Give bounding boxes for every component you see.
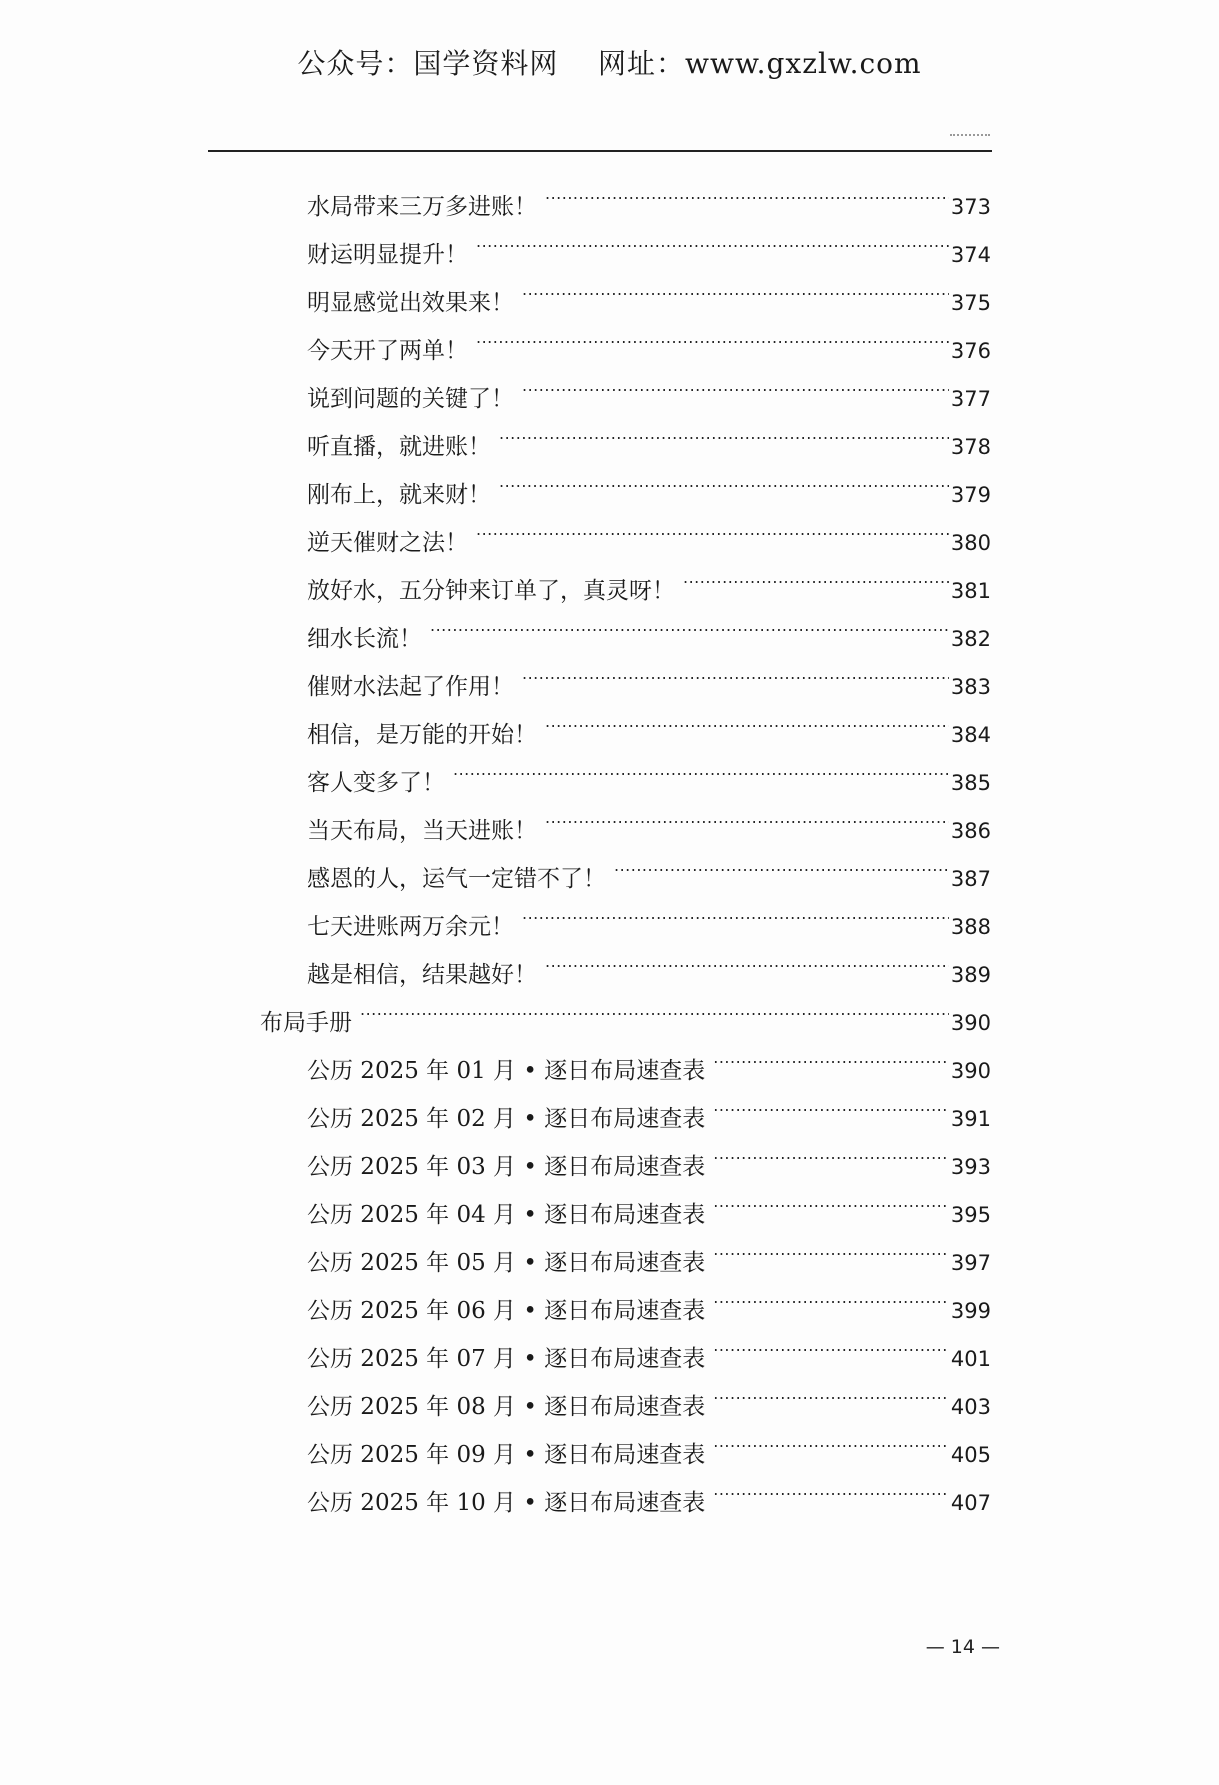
toc-leader-dots bbox=[713, 1330, 949, 1366]
toc-entry[interactable] bbox=[307, 514, 991, 556]
toc-leader-dots bbox=[430, 610, 949, 646]
toc-entry[interactable] bbox=[307, 1186, 991, 1228]
toc-entry-title: 公历 2025 年 02 月 • 逐日布局速查表 bbox=[307, 1106, 706, 1132]
toc-entry-title: 客人变多了！ bbox=[307, 770, 445, 796]
toc-entry-page: 391 bbox=[950, 1107, 991, 1131]
toc-entry-page: 390 bbox=[950, 1059, 991, 1083]
toc-leader-dots bbox=[713, 1282, 949, 1318]
toc-entry-page: 382 bbox=[950, 627, 991, 651]
toc-entry[interactable] bbox=[307, 1138, 991, 1180]
toc-leader-dots bbox=[713, 1474, 949, 1510]
toc-entry-title: 催财水法起了作用！ bbox=[307, 674, 514, 700]
toc-leader-dots bbox=[453, 754, 949, 790]
toc-entry[interactable] bbox=[307, 802, 991, 844]
toc-leader-dots bbox=[545, 706, 949, 742]
toc-entry-title: 感恩的人，运气一定错不了！ bbox=[307, 866, 606, 892]
toc-leader-dots bbox=[499, 418, 949, 454]
toc-entry[interactable] bbox=[307, 1090, 991, 1132]
toc-entry-title: 公历 2025 年 07 月 • 逐日布局速查表 bbox=[307, 1346, 706, 1372]
toc-entry-page: 401 bbox=[950, 1347, 991, 1371]
toc-leader-dots bbox=[713, 1234, 949, 1270]
toc-entry-page: 397 bbox=[950, 1251, 991, 1275]
toc-entry-title: 细水长流！ bbox=[307, 626, 422, 652]
toc-entry-page: 386 bbox=[950, 819, 991, 843]
toc-entry[interactable] bbox=[307, 898, 991, 940]
toc-entry-title: 公历 2025 年 01 月 • 逐日布局速查表 bbox=[307, 1058, 706, 1084]
toc-entry-page: 403 bbox=[950, 1395, 991, 1419]
toc-entry-title: 公历 2025 年 05 月 • 逐日布局速查表 bbox=[307, 1250, 706, 1276]
toc-entry-page: 384 bbox=[950, 723, 991, 747]
toc-entry-title: 水局带来三万多进账！ bbox=[307, 194, 537, 220]
toc-leader-dots bbox=[545, 178, 949, 214]
toc-entry-page: 379 bbox=[950, 483, 991, 507]
toc-leader-dots bbox=[545, 802, 949, 838]
toc-entry-page: 377 bbox=[950, 387, 991, 411]
toc-entry[interactable] bbox=[307, 562, 991, 604]
toc-entry-page: 390 bbox=[950, 1011, 991, 1035]
toc-entry[interactable] bbox=[307, 370, 991, 412]
toc-entry-title: 公历 2025 年 03 月 • 逐日布局速查表 bbox=[307, 1154, 706, 1180]
toc-entry-page: 389 bbox=[950, 963, 991, 987]
toc-entry-title: 公历 2025 年 10 月 • 逐日布局速查表 bbox=[307, 1490, 706, 1516]
toc-entry[interactable] bbox=[307, 466, 991, 508]
toc-entry-page: 395 bbox=[950, 1203, 991, 1227]
toc-entry-page: 374 bbox=[950, 243, 991, 267]
toc-leader-dots bbox=[683, 562, 949, 598]
toc-entry-title: 逆天催财之法！ bbox=[307, 530, 468, 556]
toc-entry[interactable] bbox=[307, 610, 991, 652]
toc-entry-title: 相信，是万能的开始！ bbox=[307, 722, 537, 748]
toc-entry[interactable] bbox=[307, 706, 991, 748]
toc-entry-title: 公历 2025 年 08 月 • 逐日布局速查表 bbox=[307, 1394, 706, 1420]
toc-entry-page: 387 bbox=[950, 867, 991, 891]
toc-leader-dots bbox=[476, 226, 949, 262]
toc-entry[interactable] bbox=[260, 994, 991, 1036]
toc-leader-dots bbox=[713, 1138, 949, 1174]
toc-entry-title: 越是相信，结果越好！ bbox=[307, 962, 537, 988]
toc-entry-page: 376 bbox=[950, 339, 991, 363]
toc-leader-dots bbox=[713, 1090, 949, 1126]
toc-entry-page: 393 bbox=[950, 1155, 991, 1179]
toc-entry[interactable] bbox=[307, 946, 991, 988]
toc-leader-dots bbox=[522, 370, 949, 406]
scan-artifact bbox=[950, 134, 990, 142]
page-number: — 14 — bbox=[925, 1636, 1000, 1658]
toc-entry-title: 今天开了两单！ bbox=[307, 338, 468, 364]
toc-entry-title: 布局手册 bbox=[260, 1010, 352, 1036]
toc-leader-dots bbox=[713, 1186, 949, 1222]
toc-entry-page: 407 bbox=[950, 1491, 991, 1515]
toc-entry-title: 刚布上，就来财！ bbox=[307, 482, 491, 508]
toc-leader-dots bbox=[713, 1042, 949, 1078]
toc-leader-dots bbox=[713, 1378, 949, 1414]
toc-entry[interactable] bbox=[307, 1042, 991, 1084]
toc-leader-dots bbox=[360, 994, 949, 1030]
toc-entry[interactable] bbox=[307, 1234, 991, 1276]
toc-leader-dots bbox=[614, 850, 949, 886]
toc-entry-title: 说到问题的关键了！ bbox=[307, 386, 514, 412]
toc-leader-dots bbox=[545, 946, 949, 982]
toc-entry-page: 388 bbox=[950, 915, 991, 939]
toc-entry-title: 听直播，就进账！ bbox=[307, 434, 491, 460]
toc-entry-title: 放好水，五分钟来订单了，真灵呀！ bbox=[307, 578, 675, 604]
toc-leader-dots bbox=[522, 898, 949, 934]
toc-entry[interactable] bbox=[307, 754, 991, 796]
toc-entry-page: 399 bbox=[950, 1299, 991, 1323]
toc-entry[interactable] bbox=[307, 322, 991, 364]
toc-entry[interactable] bbox=[307, 658, 991, 700]
toc-leader-dots bbox=[522, 274, 949, 310]
toc-entry-page: 381 bbox=[950, 579, 991, 603]
toc-leader-dots bbox=[476, 322, 949, 358]
toc-entry-page: 378 bbox=[950, 435, 991, 459]
toc-entry-title: 七天进账两万余元！ bbox=[307, 914, 514, 940]
toc-entry-page: 383 bbox=[950, 675, 991, 699]
toc-entry[interactable] bbox=[307, 1378, 991, 1420]
toc-entry-title: 财运明显提升！ bbox=[307, 242, 468, 268]
toc-entry-page: 373 bbox=[950, 195, 991, 219]
toc-entry-title: 明显感觉出效果来！ bbox=[307, 290, 514, 316]
toc-entry[interactable] bbox=[307, 1282, 991, 1324]
toc-entry[interactable] bbox=[307, 274, 991, 316]
header-rule bbox=[208, 150, 992, 152]
toc-entry-title: 当天布局，当天进账！ bbox=[307, 818, 537, 844]
toc-entry-page: 380 bbox=[950, 531, 991, 555]
toc-entry[interactable] bbox=[307, 1474, 991, 1516]
toc-entry[interactable] bbox=[307, 1330, 991, 1372]
toc-entry-page: 385 bbox=[950, 771, 991, 795]
toc-entry-page: 405 bbox=[950, 1443, 991, 1467]
toc-leader-dots bbox=[522, 658, 949, 694]
toc-entry[interactable] bbox=[307, 850, 991, 892]
toc-entry[interactable] bbox=[307, 1426, 991, 1468]
toc-entry[interactable] bbox=[307, 178, 991, 220]
toc-entry[interactable] bbox=[307, 418, 991, 460]
toc-entry-title: 公历 2025 年 06 月 • 逐日布局速查表 bbox=[307, 1298, 706, 1324]
toc-entry-title: 公历 2025 年 04 月 • 逐日布局速查表 bbox=[307, 1202, 706, 1228]
toc-leader-dots bbox=[499, 466, 949, 502]
toc-entry-title: 公历 2025 年 09 月 • 逐日布局速查表 bbox=[307, 1442, 706, 1468]
toc-entry-page: 375 bbox=[950, 291, 991, 315]
header-watermark: 公众号：国学资料网 网址：www.gxzlw.com bbox=[297, 47, 922, 80]
toc-leader-dots bbox=[476, 514, 949, 550]
toc-entry[interactable] bbox=[307, 226, 991, 268]
toc-leader-dots bbox=[713, 1426, 949, 1462]
